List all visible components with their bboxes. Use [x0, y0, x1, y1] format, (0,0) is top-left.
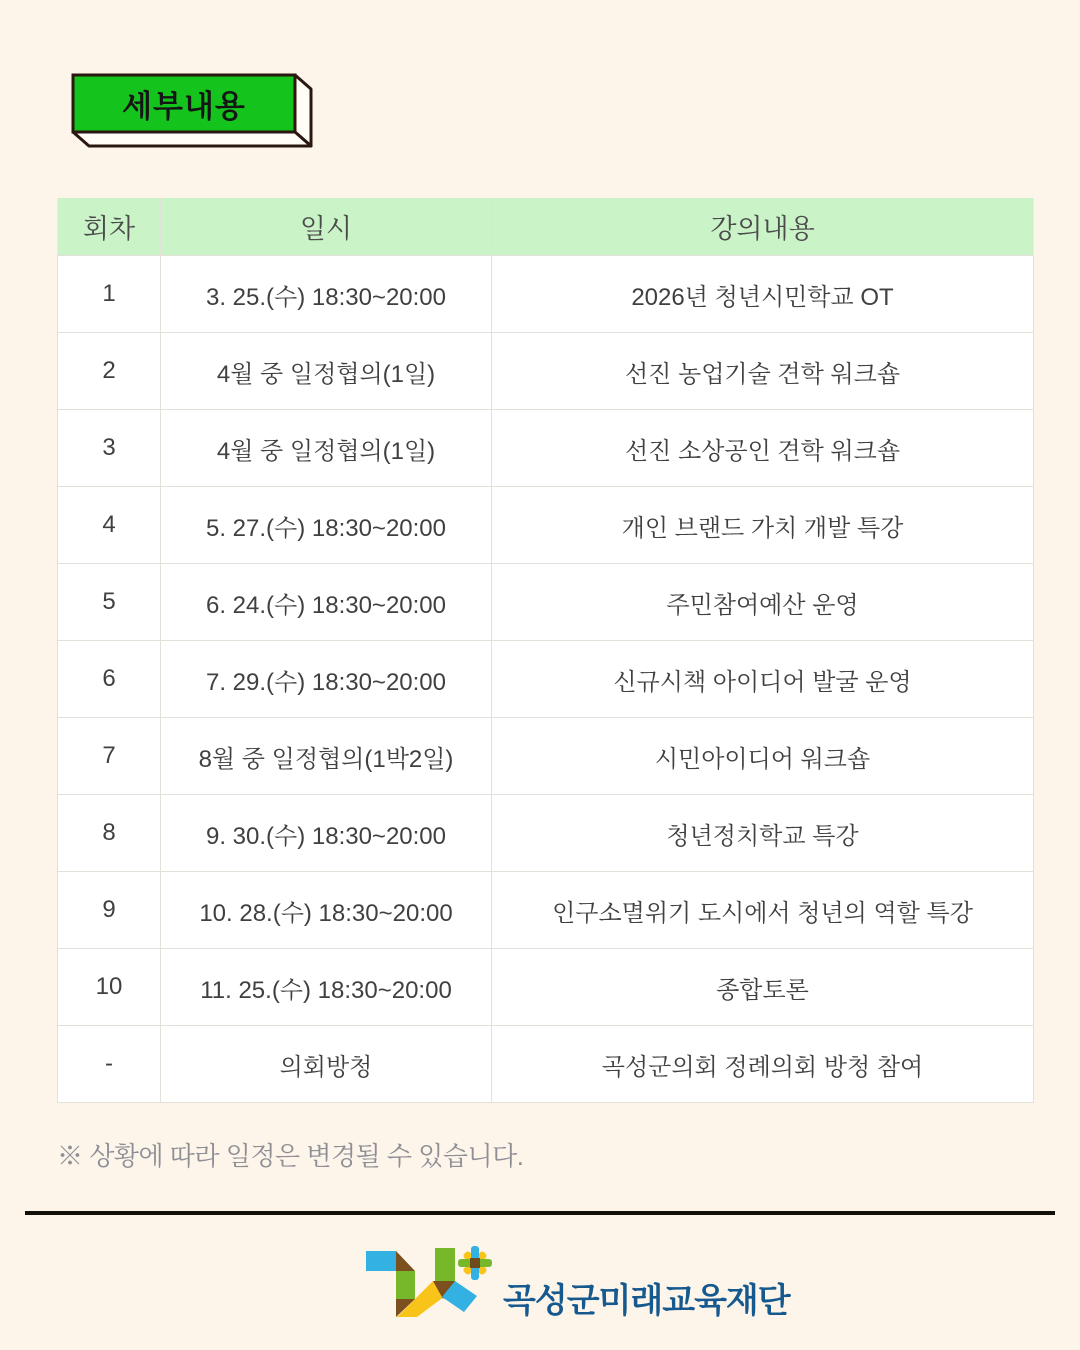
asterisk-icon: [458, 1246, 492, 1280]
content-cell: 신규시책 아이디어 발굴 운영: [492, 641, 1034, 718]
session-cell: 1: [58, 256, 161, 333]
table-row: [58, 410, 1034, 487]
datetime-cell: 8월 중 일정협의(1박2일): [161, 718, 492, 795]
table-row: [58, 1026, 1034, 1103]
session-cell: 4: [58, 487, 161, 564]
datetime-cell: 5. 27.(수) 18:30~20:00: [161, 487, 492, 564]
details-badge-label: 세부내용: [122, 89, 246, 124]
datetime-cell: 3. 25.(수) 18:30~20:00: [161, 256, 492, 333]
schedule-table-header: [58, 198, 1034, 256]
datetime-cell: 6. 24.(수) 18:30~20:00: [161, 564, 492, 641]
datetime-cell: 4월 중 일정협의(1일): [161, 333, 492, 410]
table-row: [58, 564, 1034, 641]
datetime-cell: 4월 중 일정협의(1일): [161, 410, 492, 487]
session-cell: 5: [58, 564, 161, 641]
table-row: [58, 487, 1034, 564]
header-content: 강의내용: [492, 198, 1034, 256]
session-cell: 7: [58, 718, 161, 795]
schedule-change-footnote: ※ 상황에 따라 일정은 변경될 수 있습니다.: [57, 1141, 524, 1171]
content-cell: 종합토론: [492, 949, 1034, 1026]
header-row: [58, 198, 1034, 256]
content-cell: 주민참여예산 운영: [492, 564, 1034, 641]
content-cell: 선진 농업기술 견학 워크숍: [492, 333, 1034, 410]
session-cell: 8: [58, 795, 161, 872]
content-cell: 2026년 청년시민학교 OT: [492, 256, 1034, 333]
schedule-table-body: [58, 256, 1034, 1103]
table-row: [58, 641, 1034, 718]
table-row: [58, 256, 1034, 333]
datetime-cell: 11. 25.(수) 18:30~20:00: [161, 949, 492, 1026]
datetime-cell: 의회방청: [161, 1026, 492, 1103]
foundation-logo-text: 곡성군미래교육재단: [503, 1282, 790, 1320]
content-cell: 곡성군의회 정례의회 방청 참여: [492, 1026, 1034, 1103]
session-cell: 2: [58, 333, 161, 410]
schedule-table: [57, 198, 1034, 1103]
content-cell: 시민아이디어 워크숍: [492, 718, 1034, 795]
session-cell: 3: [58, 410, 161, 487]
foundation-logo: [363, 1243, 790, 1327]
datetime-cell: 7. 29.(수) 18:30~20:00: [161, 641, 492, 718]
content-cell: 선진 소상공인 견학 워크숍: [492, 410, 1034, 487]
header-session: 회차: [58, 198, 161, 256]
table-row: [58, 872, 1034, 949]
session-cell: 9: [58, 872, 161, 949]
content-cell: 청년정치학교 특강: [492, 795, 1034, 872]
table-row: [58, 795, 1034, 872]
table-row: [58, 949, 1034, 1026]
content-cell: 인구소멸위기 도시에서 청년의 역할 특강: [492, 872, 1034, 949]
content-cell: 개인 브랜드 가치 개발 특강: [492, 487, 1034, 564]
table-row: [58, 333, 1034, 410]
session-cell: 6: [58, 641, 161, 718]
datetime-cell: 10. 28.(수) 18:30~20:00: [161, 872, 492, 949]
divider-line: [25, 1211, 1055, 1215]
datetime-cell: 9. 30.(수) 18:30~20:00: [161, 795, 492, 872]
header-datetime: 일시: [161, 198, 492, 256]
table-row: [58, 718, 1034, 795]
session-cell: 10: [58, 949, 161, 1026]
foundation-logo-icon: [363, 1243, 495, 1327]
session-cell: -: [58, 1026, 161, 1103]
